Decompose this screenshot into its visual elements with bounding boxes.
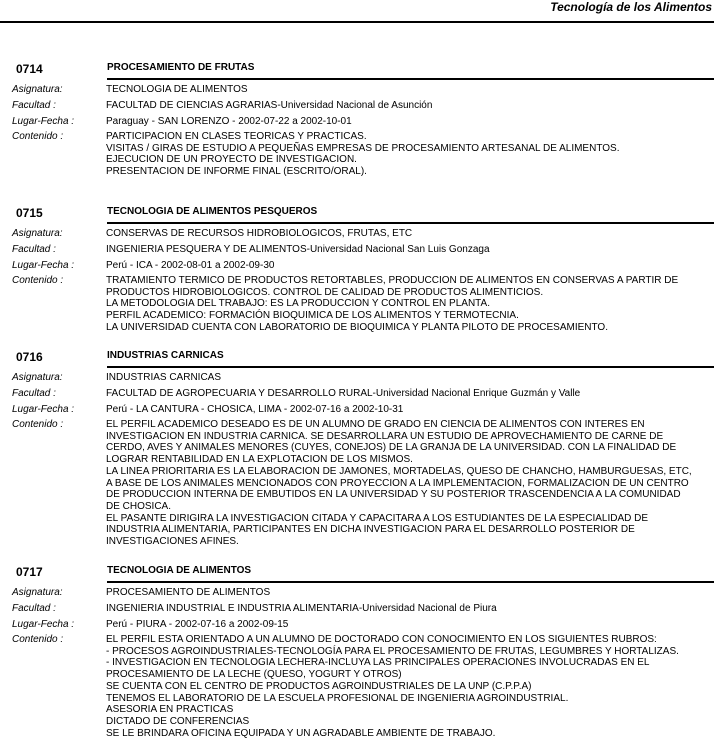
asignatura-label: Asignatura: xyxy=(12,228,63,239)
contenido-line: PRESENTACION DE INFORME FINAL (ESCRITO/ORAL). xyxy=(106,166,367,178)
contenido-line: SE LE BRINDARA OFICINA EQUIPADA Y UN AGRADABLE AMBIENTE DE TRABAJO. xyxy=(106,727,496,739)
asignatura-value: INDUSTRIAS CARNICAS xyxy=(106,372,222,383)
contenido-line: A BASE DE LOS ANIMALES MENCIONADOS CON PROYECCION A LA IMPLEMENTACION, FORMALIZACION DE UN CENTRO xyxy=(106,477,689,489)
asignatura-value: PROCESAMIENTO DE ALIMENTOS xyxy=(106,587,271,598)
lugar-fecha-label: Lugar-Fecha : xyxy=(12,404,75,415)
entry-title: TECNOLOGIA DE ALIMENTOS xyxy=(107,565,252,576)
page-title: Tecnología de los Alimentos xyxy=(550,0,712,14)
contenido-line: INDUSTRIA ALIMENTARIA, PARTICIPANTES EN DICHA INVESTIGACION PARA EL DESARROLLO POSTERIOR DE xyxy=(106,524,635,536)
lugar-fecha-value: Perú - LA CANTURA - CHOSICA, LIMA - 2002-07-16 a 2002-10-31 xyxy=(106,404,404,415)
facultad-label: Facultad : xyxy=(12,603,56,614)
entry-code: 0714 xyxy=(16,62,43,76)
facultad-value: FACULTAD DE CIENCIAS AGRARIAS-Universidad Nacional de Asunción xyxy=(106,100,433,111)
contenido-line: - INVESTIGACION EN TECNOLOGIA LECHERA-INCLUYA LAS PRINCIPALES OPERACIONES INVOLUCRADAS EN EL xyxy=(106,657,650,669)
entry-code: 0717 xyxy=(16,565,43,579)
lugar-fecha-value: Perú - ICA - 2002-08-01 a 2002-09-30 xyxy=(106,260,275,271)
entry-divider xyxy=(107,581,714,583)
contenido-line: ASESORIA EN PRACTICAS xyxy=(106,704,234,716)
entry-title: INDUSTRIAS CARNICAS xyxy=(107,350,224,361)
contenido-line: - PROCESOS AGROINDUSTRIALES-TECNOLOGÍA PARA EL PROCESAMIENTO DE FRUTAS, LEGUMBRES Y HORTALIZAS. xyxy=(106,645,679,657)
contenido-line: INVESTIGACIONES AFINES. xyxy=(106,536,239,548)
header-divider xyxy=(0,21,714,23)
lugar-fecha-value: Perú - PIURA - 2002-07-16 a 2002-09-15 xyxy=(106,619,289,630)
contenido-line: LA LINEA PRIORITARIA ES LA ELABORACION DE JAMONES, MORTADELAS, QUESO DE CHANCHO, HAMBURGUESAS, ETC, xyxy=(106,465,692,477)
asignatura-label: Asignatura: xyxy=(12,84,63,95)
facultad-label: Facultad : xyxy=(12,244,56,255)
asignatura-value: CONSERVAS DE RECURSOS HIDROBIOLOGICOS, FRUTAS, ETC xyxy=(106,228,413,239)
contenido-line: LA UNIVERSIDAD CUENTA CON LABORATORIO DE BIOQUIMICA Y PLANTA PILOTO DE PROCESAMIENTO. xyxy=(106,321,608,333)
contenido-line: DICTADO DE CONFERENCIAS xyxy=(106,715,250,727)
lugar-fecha-label: Lugar-Fecha : xyxy=(12,619,75,630)
contenido-line: EL PASANTE DIRIGIRA LA INVESTIGACION CITADA Y CAPACITARA A LOS ESTUDIANTES DE LA ESPECIALIDAD DE xyxy=(106,512,649,524)
contenido-line: PARTICIPACION EN CLASES TEORICAS Y PRACTICAS. xyxy=(106,131,367,142)
entry-code: 0715 xyxy=(16,206,43,220)
contenido-line: TRATAMIENTO TERMICO DE PRODUCTOS RETORTABLES, PRODUCCION DE ALIMENTOS EN CONSERVAS A PARTIR DE xyxy=(106,275,679,286)
entry-divider xyxy=(107,222,714,224)
contenido-line: PROCESAMIENTO DE LA LECHE (QUESO, YOGURT Y OTROS) xyxy=(106,669,402,681)
asignatura-value: TECNOLOGIA DE ALIMENTOS xyxy=(106,84,248,95)
contenido-line: DE PRODUCCION INTERNA DE EMBUTIDOS EN LA UNIVERSIDAD Y SU POSTERIOR TRASCENDENCIA A LA COMUNIDAD xyxy=(106,489,681,501)
facultad-value: INGENIERIA PESQUERA Y DE ALIMENTOS-Universidad Nacional San Luis Gonzaga xyxy=(106,244,490,255)
contenido-line: EJECUCION DE UN PROYECTO DE INVESTIGACION. xyxy=(106,154,357,166)
contenido-text xyxy=(106,275,708,334)
contenido-label: Contenido : xyxy=(12,419,64,430)
entry-divider xyxy=(107,366,714,368)
facultad-label: Facultad : xyxy=(12,100,56,111)
facultad-label: Facultad : xyxy=(12,388,56,399)
contenido-label: Contenido : xyxy=(12,275,64,286)
contenido-line: CERDO, AVES Y ANIMALES MENORES (CUYES, CONEJOS) DE LA GRANJA DE LA UNIVERSIDAD. CON LA FINALIDAD DE xyxy=(106,442,677,454)
contenido-line: INVESTIGACION EN INDUSTRIA CARNICA. SE DESARROLLARA UN ESTUDIO DE APROVECHAMIENTO DE CARNE DE xyxy=(106,430,664,442)
contenido-line: VISITAS / GIRAS DE ESTUDIO A PEQUEÑAS EMPRESAS DE PROCESAMIENTO ARTESANAL DE ALIMENTOS. xyxy=(106,142,620,154)
contenido-label: Contenido : xyxy=(12,131,64,142)
entry-title: TECNOLOGIA DE ALIMENTOS PESQUEROS xyxy=(107,206,318,217)
contenido-line: EL PERFIL ESTA ORIENTADO A UN ALUMNO DE DOCTORADO CON CONOCIMIENTO EN LOS SIGUIENTES RUBROS: xyxy=(106,634,657,645)
contenido-line: EL PERFIL ACADEMICO DESEADO ES DE UN ALUMNO DE GRADO EN CIENCIA DE ALIMENTOS CON INTERES EN xyxy=(106,419,645,430)
asignatura-label: Asignatura: xyxy=(12,587,63,598)
contenido-text xyxy=(106,634,708,739)
facultad-value: FACULTAD DE AGROPECUARIA Y DESARROLLO RURAL-Universidad Nacional Enrique Guzmán y Valle xyxy=(106,388,581,399)
contenido-line: DE CHOSICA. xyxy=(106,500,172,512)
contenido-label: Contenido : xyxy=(12,634,64,645)
lugar-fecha-value: Paraguay - SAN LORENZO - 2002-07-22 a 2002-10-01 xyxy=(106,116,352,127)
asignatura-label: Asignatura: xyxy=(12,372,63,383)
contenido-line: LA METODOLOGIA DEL TRABAJO: ES LA PRODUCCION Y CONTROL EN PLANTA. xyxy=(106,298,490,310)
contenido-text xyxy=(106,131,708,178)
entry-title: PROCESAMIENTO DE FRUTAS xyxy=(107,62,255,73)
contenido-line: TENEMOS EL LABORATORIO DE LA ESCUELA PROFESIONAL DE INGENIERIA AGROINDUSTRIAL. xyxy=(106,692,569,704)
entry-divider xyxy=(107,78,714,80)
lugar-fecha-label: Lugar-Fecha : xyxy=(12,116,75,127)
contenido-line: PERFIL ACADEMICO: FORMACIÓN BIOQUIMICA DE LOS ALIMENTOS Y TERMOTECNIA. xyxy=(106,310,519,322)
contenido-line: LOGRAR RENTABILIDAD EN LA EXPLOTACION DE LOS MISMOS. xyxy=(106,454,413,466)
contenido-line: PRODUCTOS HIDROBIOLOGICOS. CONTROL DE CALIDAD DE PRODUCTOS ALIMENTICIOS. xyxy=(106,286,544,298)
contenido-line: SE CUENTA CON EL CENTRO DE PRODUCTOS AGROINDUSTRIALES DE LA UNP (C.P.P.A) xyxy=(106,680,532,692)
lugar-fecha-label: Lugar-Fecha : xyxy=(12,260,75,271)
entry-code: 0716 xyxy=(16,350,43,364)
facultad-value: INGENIERIA INDUSTRIAL E INDUSTRIA ALIMENTARIA-Universidad Nacional de Piura xyxy=(106,603,497,614)
contenido-text xyxy=(106,419,708,548)
